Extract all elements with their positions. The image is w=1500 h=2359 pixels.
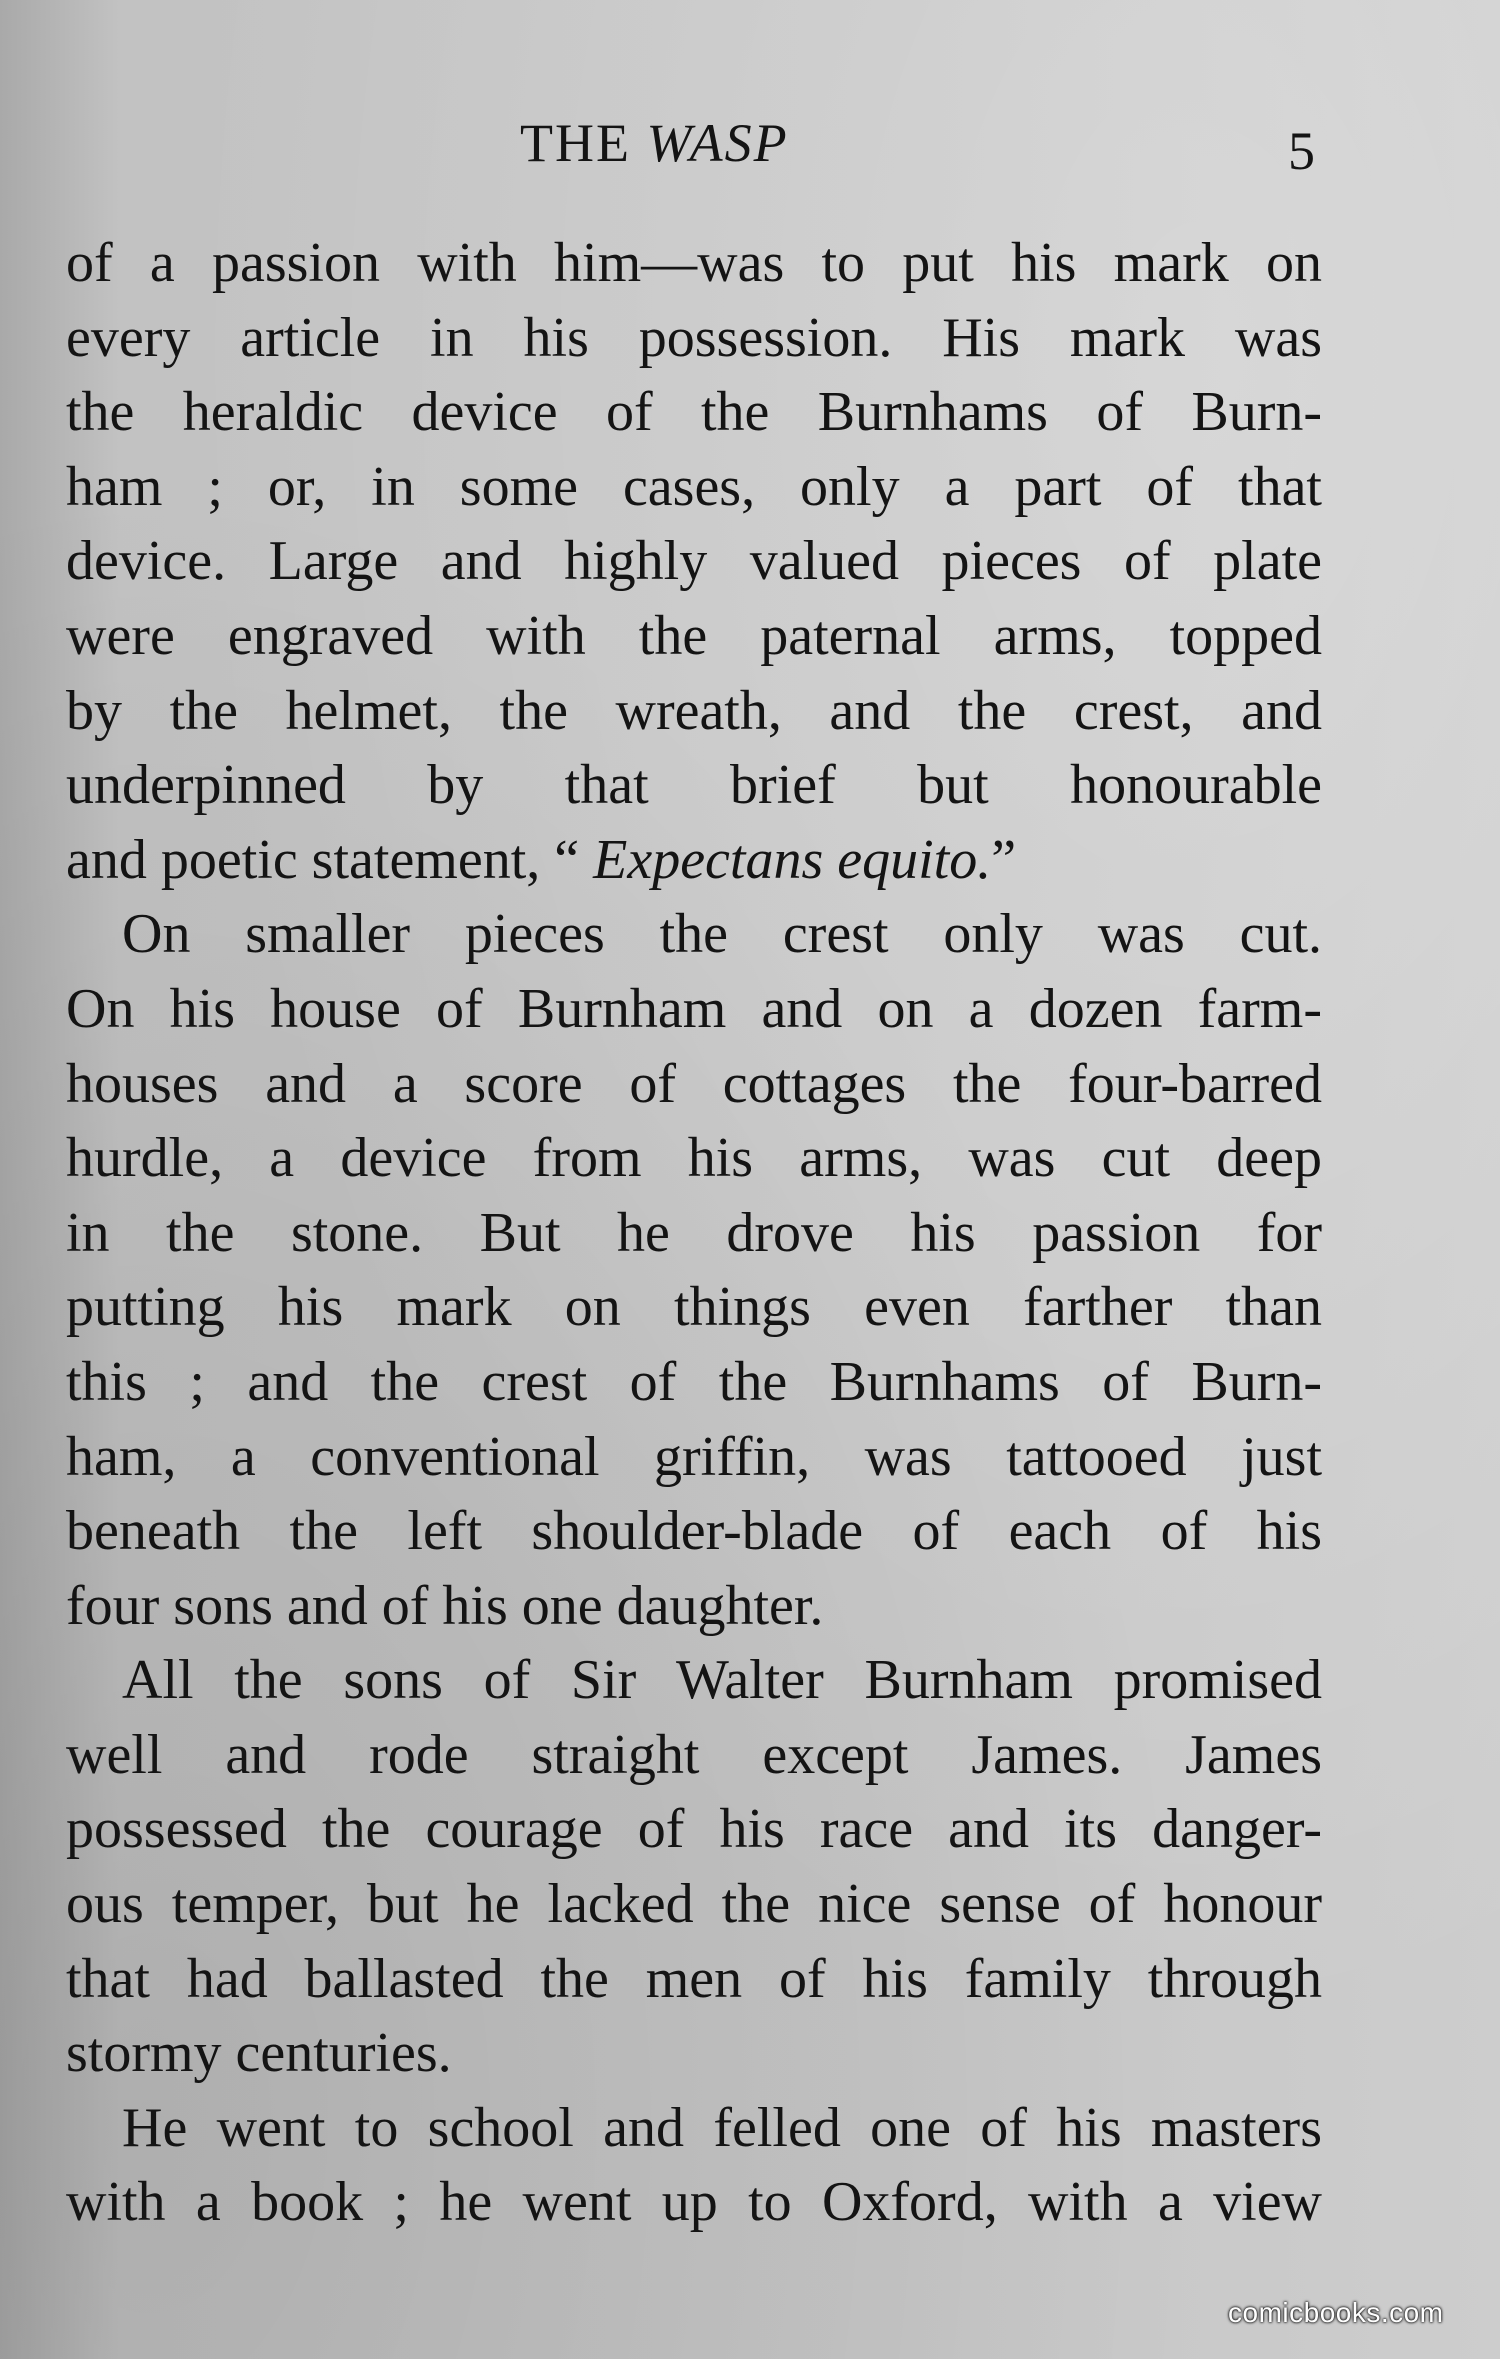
text-line: this ; and the crest of the Burnhams of Burn- bbox=[66, 1350, 1322, 1413]
text-line-motto bbox=[66, 823, 1322, 898]
text-line: On smaller pieces the crest only was cut. bbox=[122, 903, 1322, 966]
text-line: All the sons of Sir Walter Burnham promised bbox=[122, 1649, 1322, 1712]
text-line: in the stone. But he drove his passion for bbox=[66, 1201, 1322, 1264]
running-head bbox=[0, 108, 1500, 181]
text-line: four sons and of his one daughter. bbox=[66, 1574, 824, 1637]
text-line: hurdle, a device from his arms, was cut deep bbox=[66, 1127, 1322, 1190]
running-title bbox=[520, 108, 789, 178]
motto-lead-in: and poetic statement, “ bbox=[66, 828, 594, 891]
text-line: the heraldic device of the Burnhams of Burn- bbox=[66, 381, 1322, 444]
text-line: every article in his possession. His mark was bbox=[66, 306, 1322, 369]
body-text bbox=[66, 226, 1322, 2240]
running-title-italic: WASP bbox=[646, 113, 789, 173]
page-number: 5 bbox=[1288, 121, 1315, 181]
text-line: ham, a conventional griffin, was tattooed just bbox=[66, 1425, 1322, 1488]
motto-close-quote: ” bbox=[991, 828, 1017, 891]
text-line: possessed the courage of his race and its danger- bbox=[66, 1798, 1322, 1861]
text-line: device. Large and highly valued pieces of plate bbox=[66, 530, 1322, 593]
text-line: stormy centuries. bbox=[66, 2022, 452, 2085]
text-line: beneath the left shoulder-blade of each of his bbox=[66, 1500, 1322, 1563]
text-line: underpinned by that brief but honourable bbox=[66, 754, 1322, 817]
text-line: ous temper, but he lacked the nice sense of honour bbox=[66, 1873, 1322, 1936]
motto-text: Expectans equito. bbox=[593, 828, 992, 891]
text-line: that had ballasted the men of his family through bbox=[66, 1947, 1322, 2010]
text-line: of a passion with him—was to put his mark on bbox=[66, 232, 1322, 294]
text-line: On his house of Burnham and on a dozen farm- bbox=[66, 977, 1322, 1040]
text-line: putting his mark on things even farther than bbox=[66, 1276, 1322, 1339]
text-line: well and rode straight except James. James bbox=[66, 1723, 1322, 1786]
text-line: He went to school and felled one of his masters bbox=[122, 2096, 1322, 2159]
text-line: with a book ; he went up to Oxford, with a view bbox=[66, 2171, 1322, 2234]
text-line: by the helmet, the wreath, and the crest, and bbox=[66, 679, 1322, 742]
text-line: were engraved with the paternal arms, topped bbox=[66, 604, 1322, 667]
text-line: houses and a score of cottages the four-barred bbox=[66, 1052, 1322, 1115]
running-title-prefix: THE bbox=[520, 113, 647, 173]
watermark: comicbooks.com bbox=[1228, 2297, 1444, 2328]
text-line: ham ; or, in some cases, only a part of that bbox=[66, 455, 1322, 518]
